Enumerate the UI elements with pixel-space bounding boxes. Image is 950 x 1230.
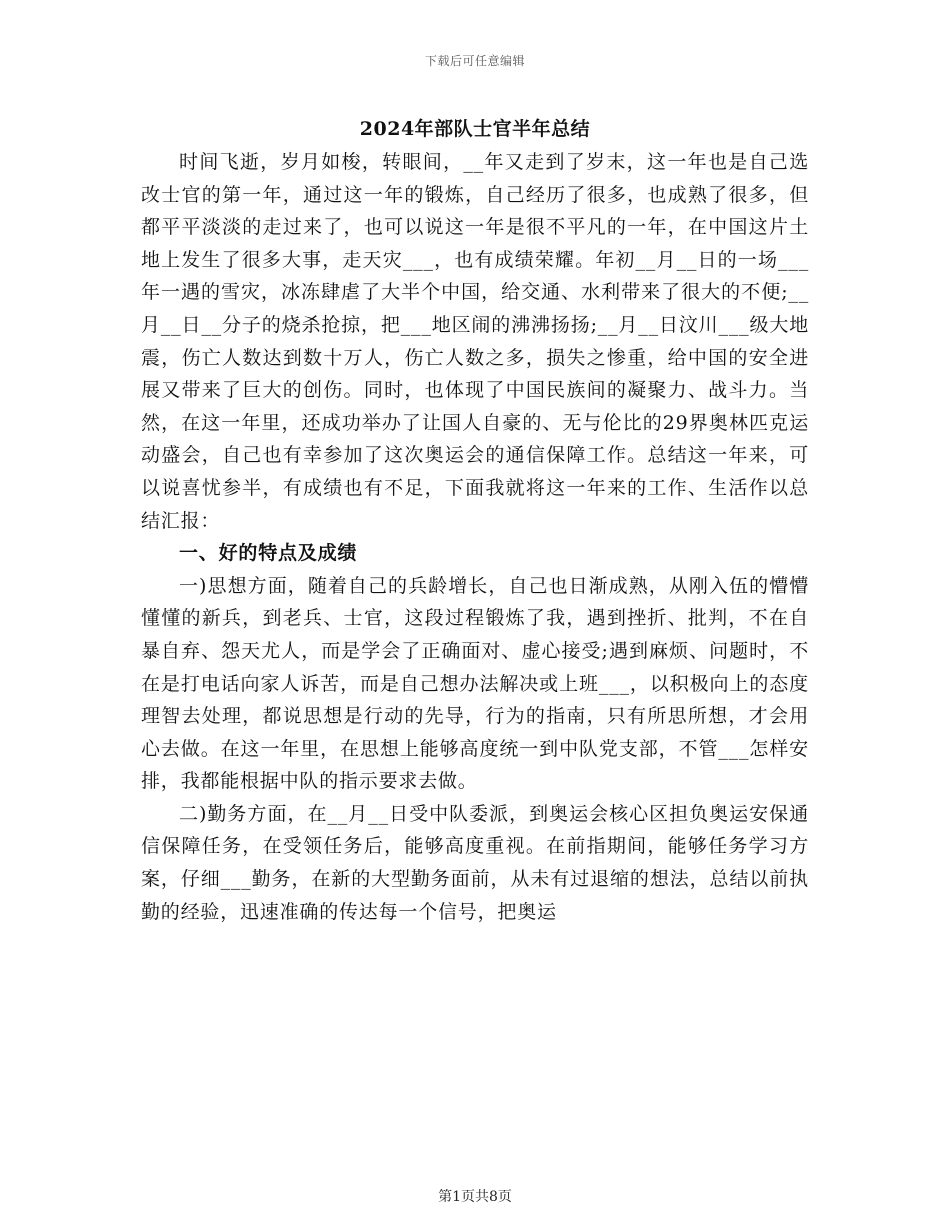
- page-footer: 第1页共8页: [438, 1189, 512, 1205]
- section-heading-strengths: 一、好的特点及成绩: [179, 542, 358, 565]
- paragraph-thought: 一)思想方面，随着自己的兵龄增长，自己也日渐成熟，从刚入伍的懵懵懂懂的新兵，到老兵、士官，这段过程锻炼了我，遇到挫折、批判，不在自暴自弃、怨天尤人，而是学会了正确面对、虚心接受;遇到麻烦、问题时，不在是打电话向家人诉苦，而是自己想办法解决或上班___，以积极向上的态度理智去处理，都说思想是行动的先导，行为的指南，只有所思所想，才会用心去做。在这一年里，在思想上能够高度统一到中队党支部，不管___怎样安排，我都能根据中队的指示要求去做。: [141, 574, 809, 793]
- paragraph-intro: 时间飞逝，岁月如梭，转眼间，__年又走到了岁末，这一年也是自己选改士官的第一年，通过这一年的锻炼，自己经历了很多，也成熟了很多，但都平平淡淡的走过来了，也可以说这一年是很不平凡的一年，在中国这片土地上发生了很多大事，走天灾___，也有成绩荣耀。年初__月__日的一场___年一遇的雪灾，冰冻肆虐了大半个中国，给交通、水利带来了很大的不便;__月__日__分子的烧杀抢掠，把___地区闹的沸沸扬扬;__月__日汶川___级大地震，伤亡人数达到数十万人，伤亡人数之多，损失之惨重，给中国的安全进展又带来了巨大的创伤。同时，也体现了中国民族间的凝聚力、战斗力。当然，在这一年里，还成功举办了让国人自豪的、无与伦比的29界奥林匹克运动盛会，自己也有幸参加了这次奥运会的通信保障工作。总结这一年来，可以说喜忧参半，有成绩也有不足，下面我就将这一年来的工作、生活作以总结汇报：: [141, 151, 809, 532]
- page-header: 下载后可任意编辑: [424, 54, 525, 68]
- document-body: [141, 146, 809, 928]
- paragraph-duty: 二)勤务方面，在__月__日受中队委派，到奥运会核心区担负奥运安保通信保障任务，在受领任务后，能够高度重视。在前指期间，能够任务学习方案，仔细___勤务，在新的大型勤务面前，从未有过退缩的想法，总结以前执勤的经验，迅速准确的传达每一个信号，把奥运: [141, 802, 809, 923]
- document-title: 2024年部队士官半年总结: [359, 118, 591, 140]
